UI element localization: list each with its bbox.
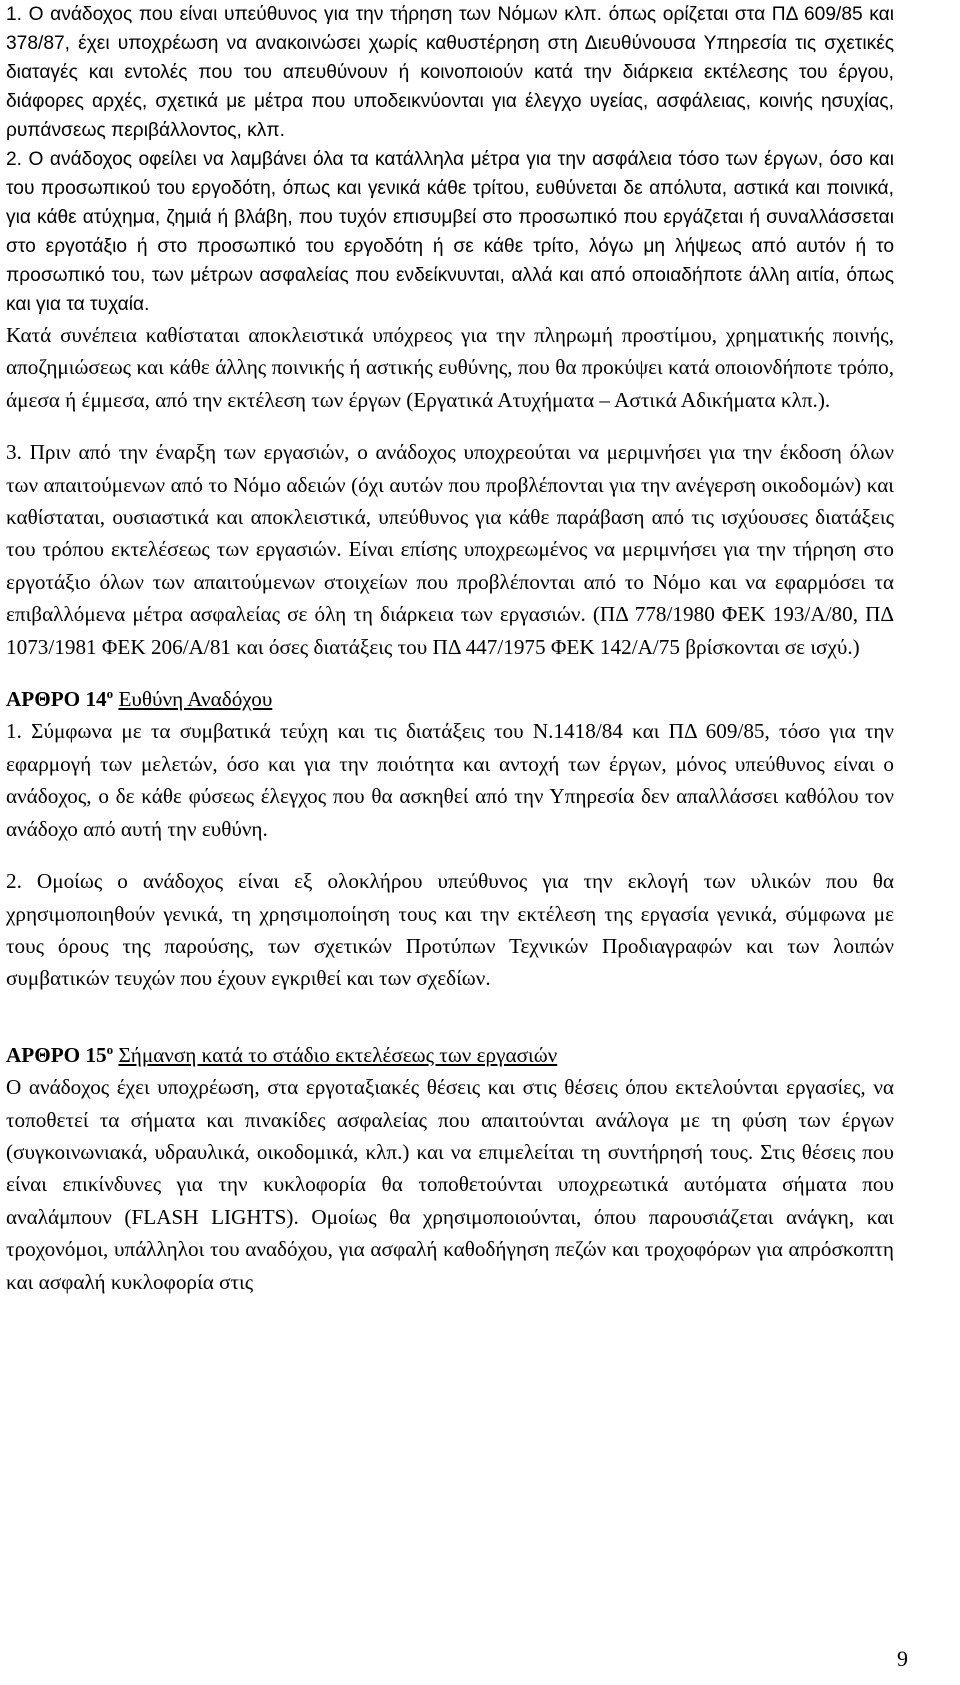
paragraph-3-permits: 3. Πριν από την έναρξη των εργασιών, ο ανάδοχος υποχρεούται να μεριμνήσει για την έκδοση όλων των απαιτούμενων από το Νόμο αδειών (όχι αυτών που προβλέπονται για την ανέγερση οικοδομών) και καθίσταται, ουσιαστικά και αποκλειστικά, υπεύθυνος για κάθε παράβαση από τις ισχύουσες διατάξεις του τρόπου εκτελέσεως των εργασιών. Είναι επίσης υποχρεωμένος να μεριμνήσει για την τήρηση στο εργοτάξιο όλων των απαιτούμενων στοιχείων που προβλέπονται από το Νόμο και να εφαρμόσει τα επιβαλλόμενα μέτρα ασφαλείας σε όλη τη διάρκεια των εργασιών. (ΠΔ 778/1980 ΦΕΚ 193/Α/80, ΠΔ 1073/1981 ΦΕΚ 206/Α/81 και όσες διατάξεις του ΠΔ 447/1975 ΦΕΚ 142/Α/75 βρίσκονται σε ισχύ.)	[6, 440, 894, 659]
spacer	[6, 845, 894, 865]
article-15-heading	[6, 1039, 894, 1071]
paragraph-1-compliance: 1. Ο ανάδοχος που είναι υπεύθυνος για την τήρηση των Νόμων κλπ. όπως ορίζεται στα ΠΔ 609/85 και 378/87, έχει υποχρέωση να ανακοινώσει χωρίς καθυστέρηση στη Διευθύνουσα Υπηρεσία τις σχετικές διαταγές και εντολές που του απευθύνουν ή κοινοποιούν κατά την διάρκεια εκτέλεσης του έργου, διάφορες αρχές, σχετικά με μέτρα που υποδεικνύονται για έλεγχο υγείας, ασφάλειας, κοινής ησυχίας, ρυπάνσεως περιβάλλοντος, κλπ.	[6, 4, 894, 141]
paragraph-2-safety: 2. Ο ανάδοχος οφείλει να λαμβάνει όλα τα κατάλληλα μέτρα για την ασφάλεια τόσο των έργων, όσο και του προσωπικού του εργοδότη, όπως και γενικά κάθε τρίτου, ευθύνεται δε απόλυτα, αστικά και ποινικά, για κάθε ατύχημα, ζημιά ή βλάβη, που τυχόν επισυμβεί στο προσωπικό που εργάζεται ή συναλλάσσεται στο εργοτάξιο ή στο προσωπικό του εργοδότη ή σε κάθε τρίτο, λόγω μη λήψεως από αυτόν ή το προσωπικό του, των μέτρων ασφαλείας που ενδείκνυνται, αλλά και από οποιαδήποτε άλλη αιτία, όπως και για τα τυχαία.	[6, 149, 894, 315]
article-14-label: ΑΡΘΡΟ 14	[6, 687, 107, 712]
article-14-title: Ευθύνη Αναδόχου	[118, 687, 273, 712]
article-15-title: Σήμανση κατά το στάδιο εκτελέσεως των εργασιών	[118, 1042, 558, 1067]
article-15-ordinal: ο	[106, 1041, 114, 1057]
spacer	[6, 663, 894, 683]
article-14-paragraph-2: 2. Ομοίως ο ανάδοχος είναι εξ ολοκλήρου υπεύθυνος για την εκλογή των υλικών που θα χρησιμοποιηθούν γενικά, τη χρησιμοποίηση τους και την εκτέλεση της εργασία γενικά, σύμφωνα με τους όρους της παρούσης, των σχετικών Προτύπων Τεχνικών Προδιαγραφών και των λοιπών συμβατικών τευχών που έχουν εγκριθεί και των σχεδίων.	[6, 869, 894, 991]
spacer	[6, 995, 894, 1039]
article-15-paragraph-1: Ο ανάδοχος έχει υποχρέωση, στα εργοταξιακές θέσεις και στις θέσεις όπου εκτελούνται εργασίες, να τοποθετεί τα σήματα και πινακίδες ασφαλείας που απαιτούνται ανάλογα με τη φύση των έργων (συγκοινωνιακά, υδραυλικά, οικοδομικά, κλπ.) και να επιμελείται τη συντήρησή τους. Στις θέσεις που είναι επικίνδυνες για την κυκλοφορία θα τοποθετούνται υποχρεωτικά αυτόματα σήματα που αναλάμπουν (FLASH LIGHTS). Ομοίως θα χρησιμοποιούνται, όπου παρουσιάζεται ανάγκη, και τροχονόμοι, υπάλληλοι του αναδόχου, για ασφαλή καθοδήγηση πεζών και τροχοφόρων για απρόσκοπτη και ασφαλή κυκλοφορία στις	[6, 1075, 894, 1294]
article-14-paragraph-1: 1. Σύμφωνα με τα συμβατικά τεύχη και τις διατάξεις του Ν.1418/84 και ΠΔ 609/85, τόσο για την εφαρμογή των μελετών, όσο και για την ποιότητα και αντοχή των έργων, μόνος υπεύθυνος είναι ο ανάδοχος, ο δε κάθε φύσεως έλεγχος που θα ασκηθεί από την Υπηρεσία δεν απαλλάσσει καθόλου τον ανάδοχο από αυτή την ευθύνη.	[6, 719, 894, 841]
document-body	[6, 0, 894, 1298]
article-15-label: ΑΡΘΡΟ 15	[6, 1042, 107, 1067]
article-14-heading	[6, 683, 894, 715]
article-14-ordinal: ο	[106, 686, 114, 701]
paragraph-liability: Κατά συνέπεια καθίσταται αποκλειστικά υπόχρεος για την πληρωμή προστίμου, χρηματικής ποινής, αποζημιώσεως και κάθε άλλης ποινικής ή αστικής ευθύνης, που θα προκύψει κατά οποιονδήποτε τρόπο, άμεσα ή έμμεσα, από την εκτέλεση των έργων (Εργατικά Ατυχήματα – Αστικά Αδικήματα κλπ.).	[6, 323, 894, 412]
spacer	[6, 416, 894, 436]
page-number: 9	[897, 1646, 908, 1671]
